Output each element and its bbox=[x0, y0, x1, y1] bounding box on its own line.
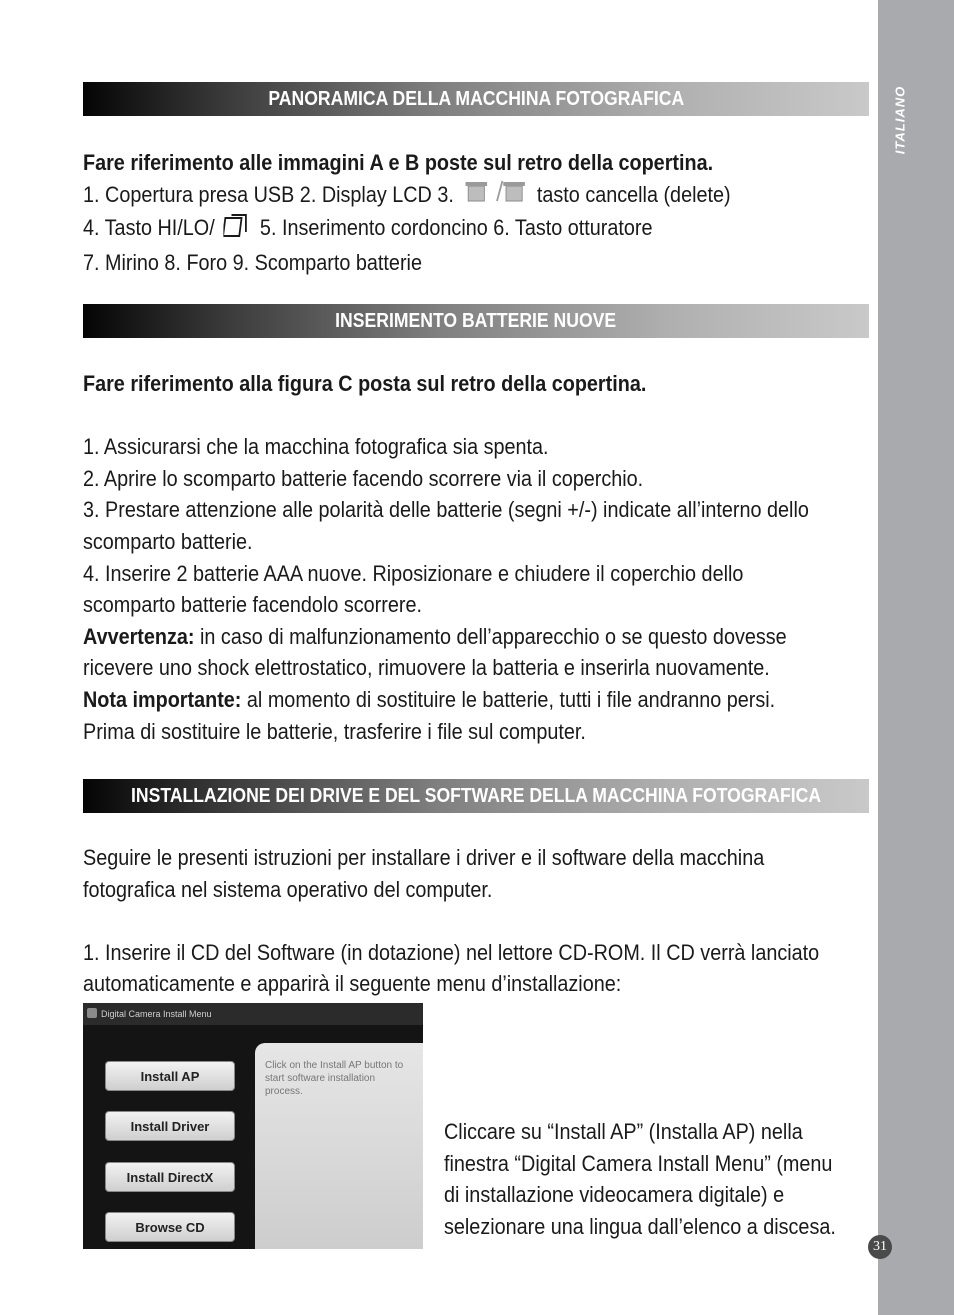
spacer bbox=[83, 400, 803, 432]
info-panel-text: Click on the Install AP button to start software installation process. bbox=[265, 1060, 404, 1097]
button-label: Install Driver bbox=[130, 1118, 210, 1134]
warning-text: in caso di malfunzionamento dell’apparecchio o se questo dovesse bbox=[194, 623, 787, 649]
batteries-intro: Fare riferimento alla figura C posta sul retro della copertina. bbox=[83, 371, 647, 396]
overview-line-2-text: 4. Tasto HI/LO/ bbox=[83, 215, 215, 241]
caption-line-4: selezionare una lingua dall’elenco a discesa. bbox=[444, 1213, 836, 1239]
note-line-cont: Prima di sostituire le batterie, trasferire i file sul computer. bbox=[83, 718, 586, 744]
install-step-1-cont: automaticamente e apparirà il seguente menu d’installazione: bbox=[83, 971, 622, 997]
overview-intro: Fare riferimento alle immagini A e B poste sul retro della copertina. bbox=[83, 150, 714, 175]
install-directx-button[interactable] bbox=[105, 1162, 235, 1192]
language-label-text: ITALIANO bbox=[892, 85, 908, 155]
section-header-batteries bbox=[83, 304, 869, 338]
section-header-overview bbox=[83, 82, 869, 116]
install-body bbox=[83, 842, 883, 1000]
install-step-1: 1. Inserire il CD del Software (in dotazione) nel lettore CD-ROM. Il CD verrà lanciato bbox=[83, 939, 820, 965]
section-title: INSTALLAZIONE DEI DRIVE E DEL SOFTWARE DELLA MACCHINA FOTOGRAFICA bbox=[130, 784, 821, 807]
caption-line-1: Cliccare su “Install AP” (Installa AP) nella bbox=[444, 1119, 803, 1144]
burst-mode-icon bbox=[224, 212, 251, 247]
note-line bbox=[83, 684, 803, 716]
overview-line-1 bbox=[83, 179, 803, 212]
language-side-tab bbox=[878, 0, 954, 1315]
battery-step-3-cont: scomparto batterie. bbox=[83, 528, 253, 554]
section-title: PANORAMICA DELLA MACCHINA FOTOGRAFICA bbox=[268, 87, 684, 110]
language-label bbox=[890, 60, 910, 180]
trash-icon bbox=[463, 179, 528, 212]
battery-step-4-cont: scomparto batterie facendolo scorrere. bbox=[83, 592, 422, 618]
overview-body bbox=[83, 147, 883, 278]
overview-line-1-text-b: tasto cancella (delete) bbox=[536, 181, 731, 207]
install-menu-title: Digital Camera Install Menu bbox=[101, 1009, 212, 1019]
warning-label: Avvertenza: bbox=[83, 623, 195, 649]
overview-line-3: 7. Mirino 8. Foro 9. Scomparto batterie bbox=[83, 249, 422, 275]
battery-step-1: 1. Assicurarsi che la macchina fotografica sia spenta. bbox=[83, 434, 549, 460]
button-label: Install AP bbox=[140, 1068, 200, 1084]
page-number bbox=[868, 1235, 892, 1259]
page-number-text: 31 bbox=[873, 1239, 887, 1254]
install-menu-titlebar bbox=[83, 1003, 423, 1025]
batteries-body bbox=[83, 368, 883, 747]
spacer bbox=[83, 905, 803, 937]
section-title: INSERIMENTO BATTERIE NUOVE bbox=[335, 309, 617, 332]
section-header-install bbox=[83, 779, 869, 813]
warning-line bbox=[83, 621, 803, 653]
install-intro-cont: fotografica nel sistema operativo del computer. bbox=[83, 876, 493, 902]
note-label: Nota importante: bbox=[83, 686, 242, 712]
button-label: Install DirectX bbox=[126, 1169, 214, 1185]
install-ap-button[interactable] bbox=[105, 1061, 235, 1091]
window-icon bbox=[87, 1008, 97, 1018]
overview-line-1-text: 1. Copertura presa USB 2. Display LCD 3. bbox=[83, 181, 454, 207]
overview-line-2-text-b: 5. Inserimento cordoncino 6. Tasto otturatore bbox=[259, 215, 653, 241]
battery-step-3: 3. Prestare attenzione alle polarità delle batterie (segni +/-) indicate all’interno dello bbox=[83, 497, 809, 523]
battery-step-4: 4. Inserire 2 batterie AAA nuove. Riposizionare e chiudere il coperchio dello bbox=[83, 560, 744, 586]
browse-cd-button[interactable] bbox=[105, 1212, 235, 1242]
install-menu-screenshot bbox=[83, 1003, 423, 1249]
caption-line-2: finestra “Digital Camera Install Menu” (menu bbox=[444, 1150, 833, 1176]
caption-line-3: di installazione videocamera digitale) e bbox=[444, 1182, 785, 1208]
install-menu-info-panel bbox=[255, 1043, 423, 1249]
battery-step-2: 2. Aprire lo scomparto batterie facendo scorrere via il coperchio. bbox=[83, 465, 644, 491]
overview-line-2 bbox=[83, 212, 803, 247]
install-driver-button[interactable] bbox=[105, 1111, 235, 1141]
warning-line-cont: ricevere uno shock elettrostatico, rimuovere la batteria e inserirla nuovamente. bbox=[83, 655, 770, 681]
install-caption bbox=[444, 1116, 874, 1242]
button-label: Browse CD bbox=[135, 1219, 205, 1235]
note-text: al momento di sostituire le batterie, tutti i file andranno persi. bbox=[241, 686, 776, 712]
install-intro: Seguire le presenti istruzioni per installare i driver e il software della macchina bbox=[83, 845, 765, 870]
